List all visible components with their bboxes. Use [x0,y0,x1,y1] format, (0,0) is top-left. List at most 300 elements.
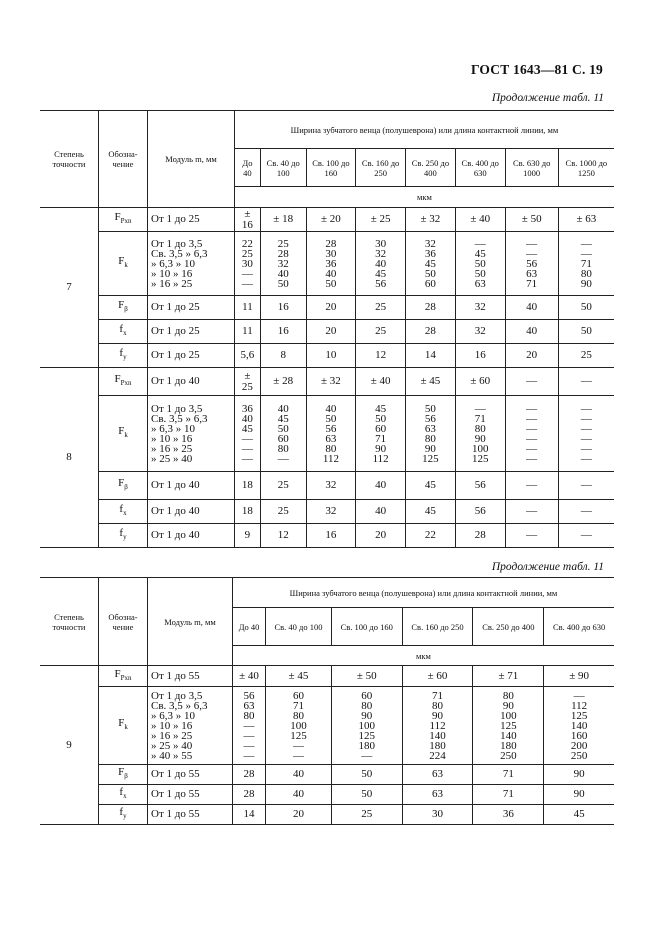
symbol: f [119,786,124,798]
data-row [40,666,614,687]
value-cell: 56 [455,472,505,500]
value-cell [455,232,505,296]
value-line: 40 [375,257,387,270]
value-line: 60 [277,432,289,445]
symbol: F [118,766,125,778]
value-line: — [243,719,255,732]
value-cell: ± 40 [233,666,266,687]
value-cell [558,232,614,296]
value-line: 45 [241,422,253,435]
value-line: 71 [292,699,304,712]
value-cell: 20 [306,320,356,344]
value-line: — [526,402,538,415]
value-line: 40 [277,267,289,280]
data-row [40,805,614,825]
value-cell: ± 50 [505,208,558,232]
value-line: 71 [474,412,486,425]
value-line: 80 [432,699,444,712]
value-line: 50 [474,267,486,280]
symbol-cell [99,208,148,232]
symbol-subscript: y [123,812,127,820]
value-cell: ± 60 [402,666,473,687]
value-line: 125 [500,719,517,732]
value-cell: ± 45 [405,368,455,396]
value-line: 45 [375,267,387,280]
symbol-cell [99,785,148,805]
value-line: 45 [474,247,486,260]
value-line: 80 [580,267,592,280]
width-col-header: Св. 1000 до 1250 [558,149,614,187]
data-row [40,785,614,805]
value-line: — [526,432,538,445]
width-col-header: Св. 400 до 630 [455,149,505,187]
value-cell: 8 [260,344,306,368]
symbol-subscript: x [123,509,127,517]
value-cell: ± 20 [306,208,356,232]
data-row [40,296,614,320]
symbol-cell [99,344,148,368]
data-row [40,396,614,472]
value-cell [558,396,614,472]
value-cell: 16 [260,320,306,344]
value-line: — [580,432,592,445]
symbol-cell [99,296,148,320]
value-line: 71 [526,277,538,290]
value-line: 125 [471,452,489,465]
col-degree-header: Степень точности [40,578,99,666]
value-line: 50 [474,257,486,270]
value-cell [331,687,402,765]
symbol: F [118,255,125,267]
value-cell: 25 [260,472,306,500]
value-cell: 36 [473,805,544,825]
value-cell [306,396,356,472]
value-cell: 16 [306,524,356,548]
value-line: 60 [375,422,387,435]
value-cell: 28 [405,296,455,320]
value-line: 22 [241,237,253,250]
value-line: 63 [243,699,255,712]
value-cell: 40 [356,472,406,500]
value-line: — [580,247,592,260]
value-cell: 40 [266,765,332,785]
value-line: 50 [325,412,337,425]
symbol-subscript: β [124,305,128,313]
value-cell: 30 [402,805,473,825]
value-line: 32 [375,247,387,260]
value-cell [405,396,455,472]
value-line: 180 [429,739,446,752]
value-cell [306,232,356,296]
module-line: От 1 до 3,5 [151,237,203,250]
value-line: 63 [424,422,436,435]
value-cell: — [505,472,558,500]
value-cell: 40 [505,296,558,320]
value-line: 180 [500,739,517,752]
symbol-subscript: y [123,533,127,541]
value-cell: 45 [544,805,614,825]
module-cell: От 1 до 40 [148,524,235,548]
data-row [40,208,614,232]
col-module-header: Модуль m, мм [148,111,235,208]
value-line: 200 [570,739,588,752]
value-cell: 28 [233,785,266,805]
value-cell: — [558,368,614,396]
value-cell: 25 [260,500,306,524]
symbol: F [118,717,125,729]
symbol-cell [99,396,148,472]
value-line: 56 [424,412,436,425]
value-line: — [292,749,304,762]
value-line: — [526,237,538,250]
value-cell: ± 16 [235,208,261,232]
width-col-header: Св. 250 до 400 [405,149,455,187]
module-cell: От 1 до 25 [148,208,235,232]
module-line: » 25 » 40 [151,452,193,465]
symbol-cell [99,500,148,524]
value-cell: 11 [235,320,261,344]
width-col-header: Св. 40 до 100 [266,608,332,646]
value-cell [402,687,473,765]
value-line: 60 [292,689,304,702]
value-cell [235,232,261,296]
value-cell: 28 [233,765,266,785]
value-cell: — [505,524,558,548]
value-line: 45 [424,257,436,270]
value-cell: 50 [331,785,402,805]
data-row [40,232,614,296]
value-cell: 12 [260,524,306,548]
data-row [40,687,614,765]
symbol-cell [99,805,148,825]
value-line: 36 [325,257,337,270]
value-cell: ± 60 [455,368,505,396]
value-line: — [580,402,592,415]
width-col-header: Св. 160 до 250 [402,608,473,646]
value-line: 50 [277,422,289,435]
value-line: 50 [277,277,289,290]
symbol-cell [99,524,148,548]
unit-label: мкм [233,646,615,666]
width-col-header: Св. 250 до 400 [473,608,544,646]
value-cell: 40 [505,320,558,344]
value-line: 80 [277,442,289,455]
value-cell: 63 [402,765,473,785]
symbol: F [114,211,121,223]
module-cell [148,396,235,472]
header-row [40,578,614,608]
value-line: 80 [243,709,255,722]
value-line: 45 [277,412,289,425]
value-line: 80 [424,432,436,445]
value-line: 45 [375,402,387,415]
value-line: 30 [375,237,387,250]
module-cell: От 1 до 40 [148,472,235,500]
value-cell: 25 [356,320,406,344]
data-row [40,524,614,548]
value-line: 160 [570,729,588,742]
value-cell: 14 [405,344,455,368]
value-line: — [580,452,592,465]
value-line: — [526,247,538,260]
value-cell: 45 [405,500,455,524]
value-cell: ± 32 [405,208,455,232]
width-col-header: Св. 40 до 100 [260,149,306,187]
width-col-header: Св. 400 до 630 [544,608,614,646]
value-cell: 32 [455,320,505,344]
value-line: 80 [474,422,486,435]
value-cell [544,687,614,765]
value-line: 90 [424,442,436,455]
degree-cell: 9 [40,666,99,825]
symbol-subscript: k [124,723,128,731]
value-cell [455,396,505,472]
value-line: 125 [570,709,588,722]
module-line: » 40 » 55 [151,749,193,762]
symbol-subscript: x [123,329,127,337]
degree-cell: 7 [40,208,99,368]
value-cell: 9 [235,524,261,548]
module-line: » 25 » 40 [151,739,193,752]
table2-continuation: Продолжение табл. 11 [491,561,604,573]
value-cell: 32 [306,500,356,524]
module-line: » 10 » 16 [151,432,193,445]
symbol-subscript: β [124,483,128,491]
symbol-subscript: k [124,431,128,439]
degree-cell: 8 [40,368,99,548]
value-line: 90 [580,277,592,290]
value-line: 125 [290,729,307,742]
value-line: — [474,237,486,250]
value-cell: 28 [405,320,455,344]
value-cell: 32 [306,472,356,500]
value-line: 56 [526,257,538,270]
value-cell: 25 [356,296,406,320]
value-cell: 25 [558,344,614,368]
symbol-subscript: Pxn [120,673,132,682]
value-line: 80 [502,689,514,702]
data-row [40,765,614,785]
value-cell: ± 63 [558,208,614,232]
module-line: » 16 » 25 [151,729,193,742]
value-line: — [277,452,289,465]
width-col-header: Св. 100 до 160 [306,149,356,187]
symbol: F [114,373,121,385]
value-cell [235,396,261,472]
value-cell: — [558,472,614,500]
value-cell: ± 50 [331,666,402,687]
value-cell: ± 40 [455,208,505,232]
value-cell [233,687,266,765]
symbol-cell [99,472,148,500]
symbol: F [114,667,121,680]
module-line: » 6,3 » 10 [151,257,195,270]
value-line: 112 [322,452,339,465]
value-line: 63 [325,432,337,445]
module-cell: От 1 до 25 [148,320,235,344]
value-line: — [243,739,255,752]
module-cell [148,687,233,765]
value-cell: 18 [235,500,261,524]
value-line: — [526,442,538,455]
value-cell: — [505,500,558,524]
value-cell: ± 90 [544,666,614,687]
value-line: — [241,267,253,280]
value-line: — [526,452,538,465]
value-cell: ± 28 [260,368,306,396]
value-cell: 32 [455,296,505,320]
data-row [40,472,614,500]
value-line: 30 [241,257,253,270]
module-cell: От 1 до 55 [148,785,233,805]
value-line: 60 [361,689,373,702]
value-cell: — [558,524,614,548]
value-cell: 20 [266,805,332,825]
symbol-subscript: x [123,792,127,800]
value-cell: 20 [306,296,356,320]
value-line: 25 [277,237,289,250]
value-cell [405,232,455,296]
value-cell: 71 [473,785,544,805]
value-cell [505,232,558,296]
value-cell: 11 [235,296,261,320]
module-line: » 6,3 » 10 [151,709,195,722]
value-cell: ± 32 [306,368,356,396]
value-line: 40 [277,402,289,415]
table1-continuation: Продолжение табл. 11 [491,92,604,104]
value-line: 250 [570,749,588,762]
symbol-subscript: Pxn [120,379,132,387]
value-line: 90 [375,442,387,455]
value-line: 140 [429,729,446,742]
value-line: 63 [474,277,486,290]
data-row [40,320,614,344]
value-line: 71 [432,689,444,702]
value-line: 28 [325,237,337,250]
value-line: — [526,422,538,435]
value-line: 224 [429,749,446,762]
value-cell: 28 [455,524,505,548]
value-line: 80 [292,709,304,722]
value-line: 50 [424,402,436,415]
value-line: 32 [277,257,289,270]
value-line: — [243,729,255,742]
value-line: 50 [375,412,387,425]
value-line: 90 [502,699,514,712]
value-line: 50 [424,267,436,280]
value-cell: 63 [402,785,473,805]
value-line: 28 [277,247,289,260]
value-cell: 16 [455,344,505,368]
value-line: 100 [290,719,307,732]
value-line: 56 [243,689,255,702]
module-cell: От 1 до 25 [148,344,235,368]
value-line: 125 [422,452,439,465]
symbol-subscript: Pxn [120,217,132,225]
module-line: Св. 3,5 » 6,3 [151,699,208,712]
value-line: — [243,749,255,762]
width-col-header: Св. 100 до 160 [331,608,402,646]
value-line: — [580,237,592,250]
value-line: — [241,277,253,290]
module-cell: От 1 до 55 [148,666,233,687]
value-line: 32 [424,237,436,250]
symbol-cell [99,687,148,765]
value-cell: ± 25 [235,368,261,396]
value-line: — [292,739,304,752]
symbol: F [118,477,125,489]
value-line: 90 [474,432,486,445]
value-line: 112 [429,719,446,732]
header-row [40,111,614,149]
value-line: 90 [361,709,373,722]
width-header: Ширина зубчатого венца (полушеврона) или длина контактной линии, мм [233,578,615,608]
width-col-header: Св. 630 до 1000 [505,149,558,187]
width-col-header: До 40 [235,149,261,187]
symbol-subscript: k [124,261,128,269]
value-cell [260,396,306,472]
value-line: — [580,412,592,425]
value-line: 112 [571,699,588,712]
value-line: 36 [241,402,253,415]
symbol-subscript: β [124,772,128,780]
value-line: — [580,442,592,455]
symbol: f [119,806,124,818]
symbol-cell [99,232,148,296]
module-line: » 10 » 16 [151,719,193,732]
value-cell: ± 18 [260,208,306,232]
value-cell: 40 [356,500,406,524]
symbol: f [119,323,124,335]
value-line: 125 [358,729,375,742]
value-line: 90 [432,709,444,722]
symbol-cell [99,368,148,396]
value-cell [473,687,544,765]
symbol-cell [99,666,148,687]
symbol: f [119,347,124,359]
value-cell: 50 [558,320,614,344]
value-cell: 10 [306,344,356,368]
module-cell: От 1 до 40 [148,500,235,524]
value-line: — [580,422,592,435]
symbol-cell [99,765,148,785]
module-line: » 6,3 » 10 [151,422,195,435]
value-line: 112 [372,452,389,465]
module-cell: От 1 до 55 [148,805,233,825]
value-cell [356,232,406,296]
module-line: От 1 до 3,5 [151,689,203,702]
value-line: — [241,432,253,445]
module-line: » 10 » 16 [151,267,193,280]
value-line: 71 [375,432,387,445]
value-line: 180 [358,739,375,752]
module-cell: От 1 до 40 [148,368,235,396]
symbol: F [118,299,125,311]
value-cell: 20 [505,344,558,368]
value-line: 63 [526,267,538,280]
value-line: 140 [500,729,517,742]
value-cell: 90 [544,785,614,805]
width-header: Ширина зубчатого венца (полушеврона) или длина контактной линии, мм [235,111,615,149]
data-row [40,368,614,396]
value-line: 56 [325,422,337,435]
value-line: 250 [500,749,517,762]
value-line: 60 [424,277,436,290]
data-row [40,344,614,368]
module-line: От 1 до 3,5 [151,402,203,415]
value-cell: 18 [235,472,261,500]
symbol-subscript: y [123,353,127,361]
